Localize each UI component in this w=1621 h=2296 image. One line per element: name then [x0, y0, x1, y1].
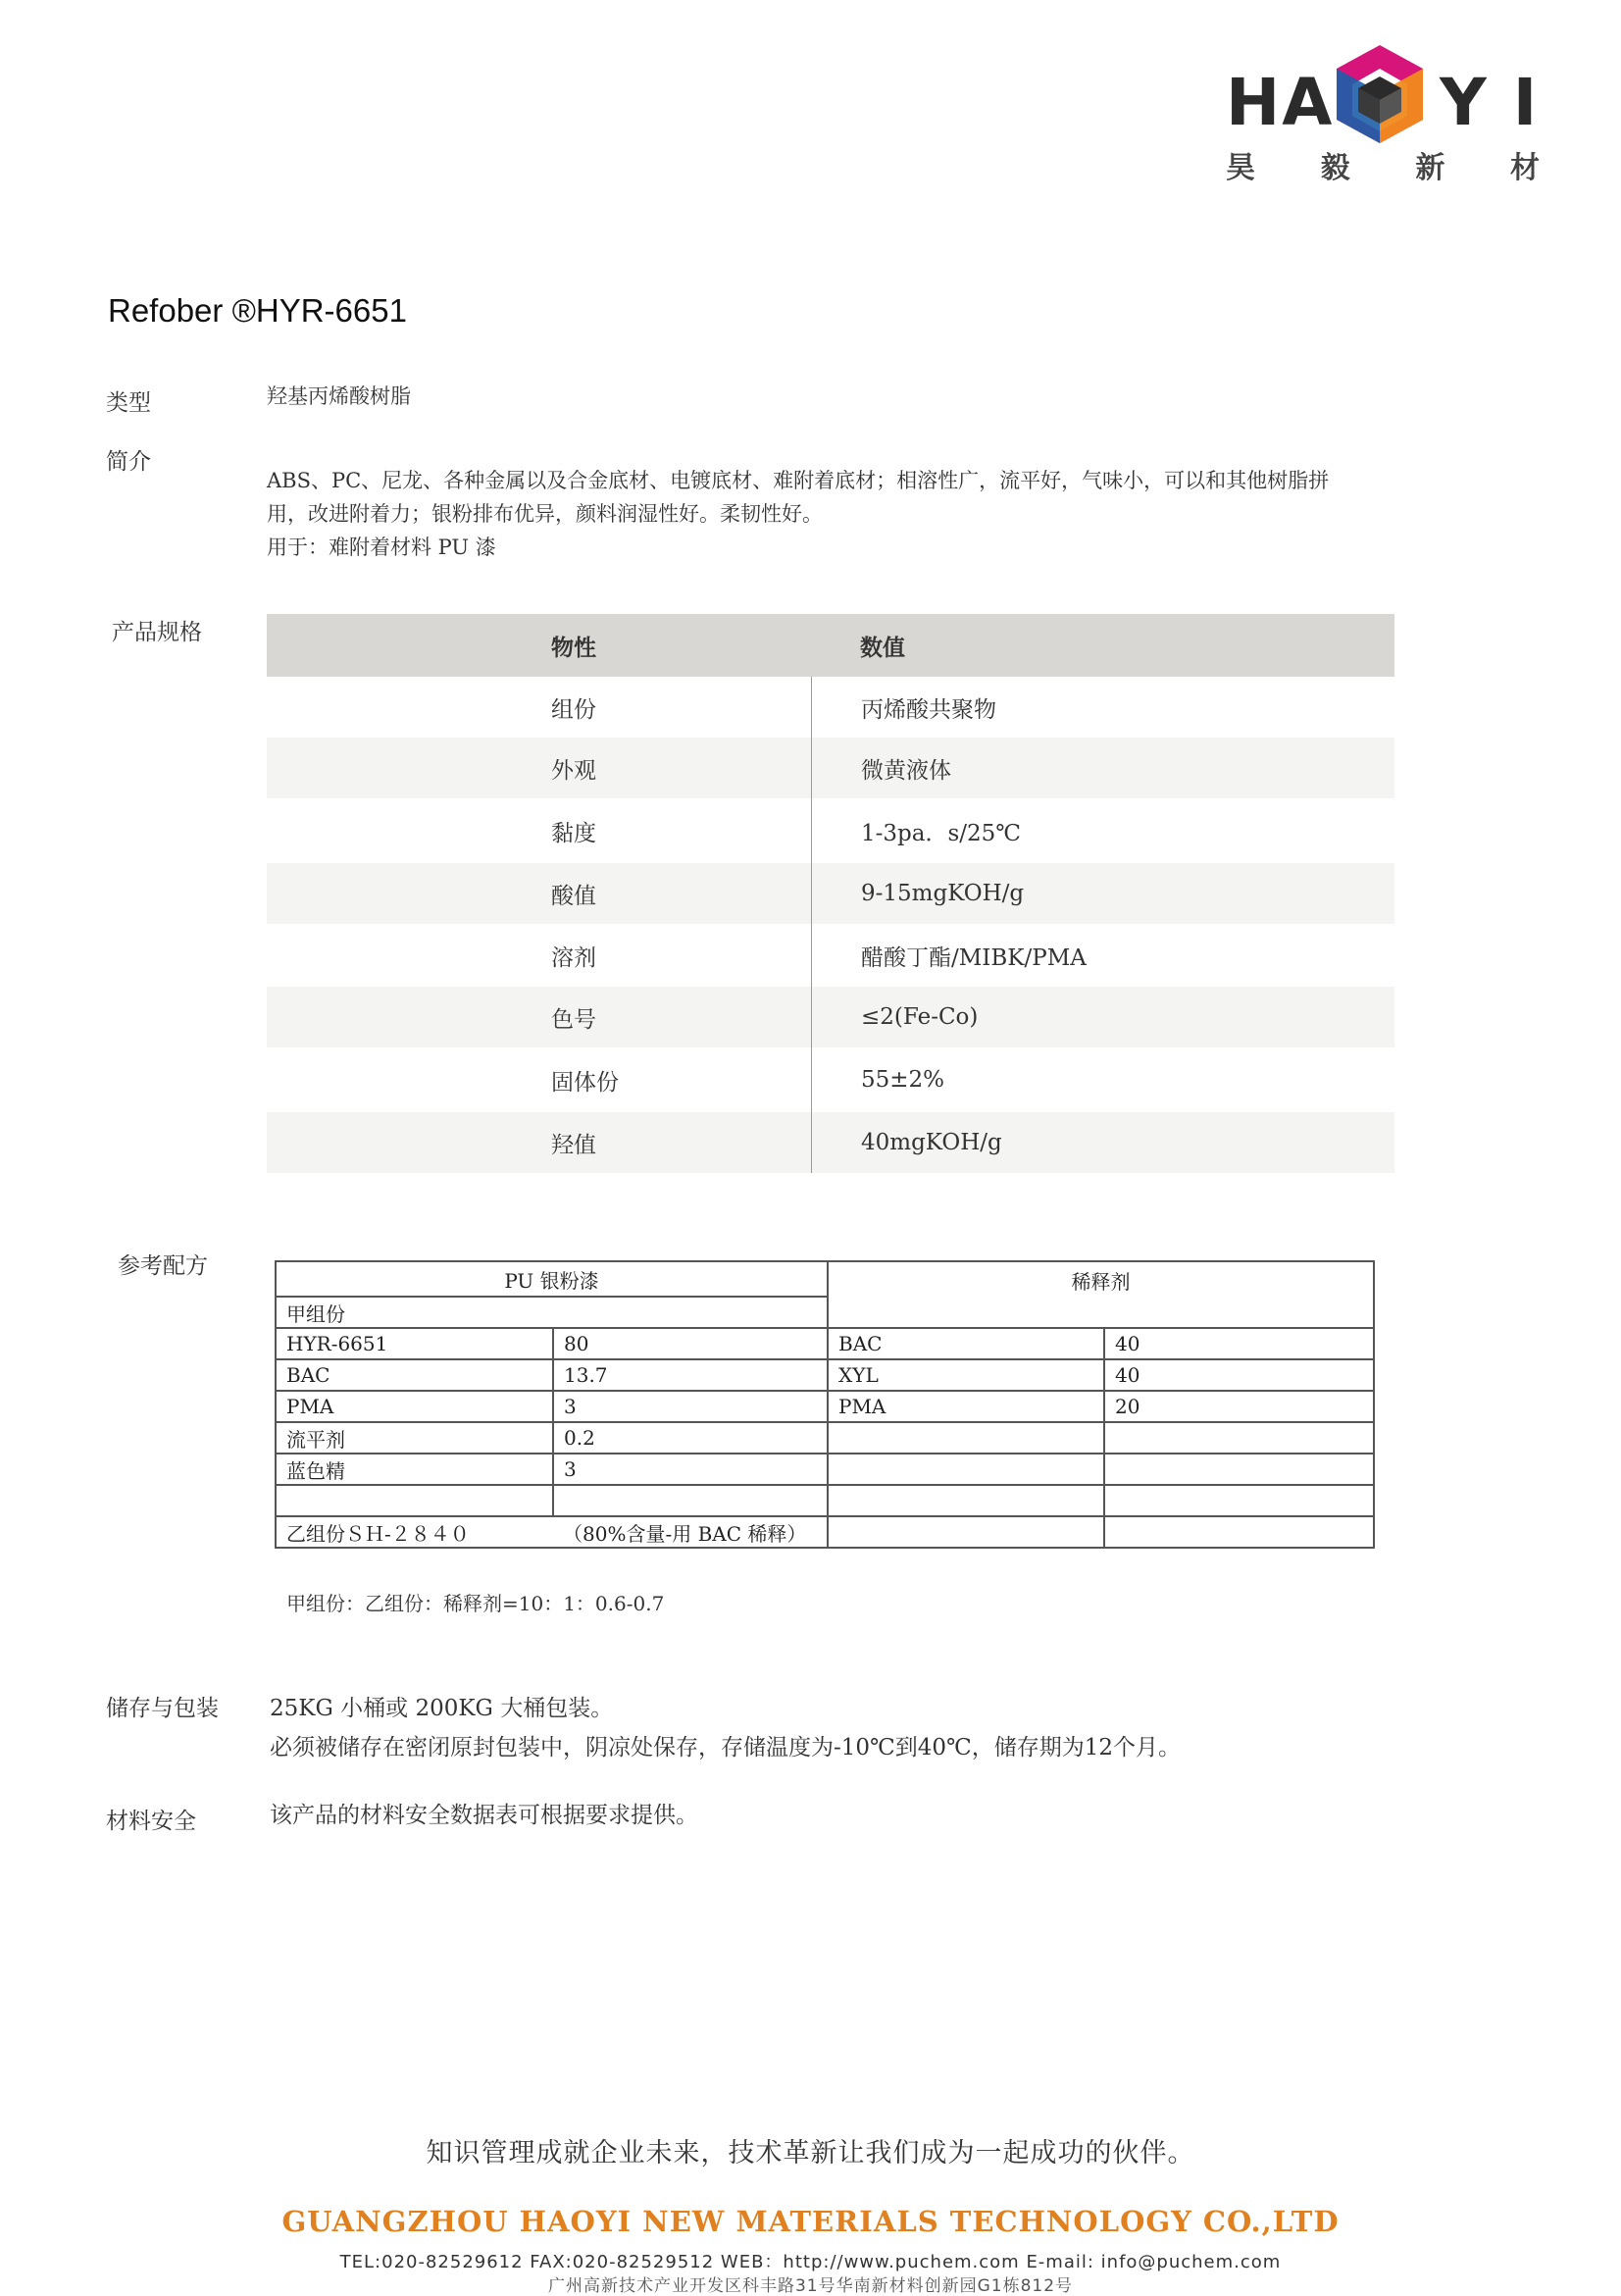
spec-property: 组份	[551, 696, 596, 723]
table-row	[276, 1359, 1374, 1391]
safety-label: 材料安全	[106, 1809, 196, 1834]
formula-cell: 3	[553, 1391, 828, 1422]
formula-cell: PMA	[828, 1391, 1104, 1422]
formula-cell: 0.2	[553, 1422, 828, 1454]
footer-slogan: 知识管理成就企业未来，技术革新让我们成为一起成功的伙伴。	[426, 2138, 1195, 2168]
logo-chinese-name	[1226, 143, 1540, 186]
logo-char: 毅	[1320, 151, 1350, 185]
logo-char: 新	[1415, 151, 1445, 185]
formula-cell	[1104, 1516, 1374, 1548]
spec-header-value: 数值	[860, 635, 905, 661]
formula-cell: 乙组份ＳＨ-２８４０	[276, 1516, 553, 1548]
formula-cell: 20	[1104, 1391, 1374, 1422]
table-row	[267, 677, 1394, 738]
spec-table	[267, 614, 1394, 1173]
table-row	[267, 924, 1394, 987]
footer-address: 广州高新技术产业开发区科丰路31号华南新材料创新园G1栋812号	[547, 2276, 1074, 2296]
intro-line: ABS、PC、尼龙、各种金属以及合金底材、电镀底材、难附着底材；相溶性广，流平好，气味小，可以和其他树脂拼	[267, 469, 1330, 492]
storage-line: 必须被储存在密闭原封包装中，阴凉处保存，存储温度为-10℃到40℃，储存期为12个月。	[270, 1735, 1182, 1760]
table-row	[267, 863, 1394, 924]
table-row	[267, 987, 1394, 1047]
formula-left-title: PU 银粉漆	[276, 1261, 828, 1297]
table-row	[267, 1112, 1394, 1173]
storage-label: 储存与包装	[106, 1696, 219, 1721]
intro-line: 用于：难附着材料 PU 漆	[267, 536, 496, 559]
spec-label: 产品规格	[112, 620, 202, 645]
logo-word-right: Y I	[1440, 65, 1540, 140]
cube-icon	[1329, 41, 1431, 147]
spec-value: 微黄液体	[811, 738, 951, 798]
intro-label: 简介	[106, 449, 151, 475]
spec-value: 9-15mgKOH/g	[811, 863, 1024, 924]
intro-line: 用，改进附着力；银粉排布优异，颜料润湿性好。柔韧性好。	[267, 502, 823, 526]
formula-label: 参考配方	[118, 1253, 208, 1279]
formula-cell: BAC	[276, 1359, 553, 1391]
formula-cell	[1104, 1422, 1374, 1454]
formula-group-a-label: 甲组份	[276, 1297, 828, 1328]
storage-line: 25KG 小桶或 200KG 大桶包装。	[270, 1696, 614, 1721]
spec-value: 1-3pa．s/25℃	[811, 798, 1021, 863]
footer-contact: TEL:020-82529612 FAX:020-82529512 WEB：http://www.puchem.com E-mail: info@puchem.com	[339, 2252, 1282, 2272]
spec-value: ≤2(Fe-Co)	[811, 987, 978, 1047]
logo-char: 昊	[1226, 151, 1255, 185]
table-row	[267, 738, 1394, 798]
formula-cell: 40	[1104, 1328, 1374, 1359]
table-row	[276, 1391, 1374, 1422]
formula-right-title: 稀释剂	[828, 1261, 1374, 1328]
spec-value: 40mgKOH/g	[811, 1112, 1002, 1173]
formula-table	[275, 1260, 1375, 1549]
type-label: 类型	[106, 390, 151, 416]
formula-cell: 80	[553, 1328, 828, 1359]
formula-cell: XYL	[828, 1359, 1104, 1391]
formula-cell: 13.7	[553, 1359, 828, 1391]
formula-ratio-note: 甲组份：乙组份：稀释剂=10：1：0.6-0.7	[286, 1592, 665, 1615]
spec-value: 丙烯酸共聚物	[811, 677, 996, 738]
formula-cell: 蓝色精	[276, 1454, 553, 1485]
spec-property: 酸值	[551, 883, 596, 909]
formula-cell	[276, 1485, 553, 1516]
spec-header-property: 物性	[551, 635, 596, 661]
product-title: Refober ®HYR-6651	[108, 292, 407, 329]
formula-cell	[553, 1485, 828, 1516]
spec-property: 黏度	[551, 820, 596, 846]
spec-value: 55±2%	[811, 1047, 944, 1112]
formula-cell: 3	[553, 1454, 828, 1485]
table-row	[276, 1454, 1374, 1485]
spec-table-header	[267, 614, 1394, 677]
logo-char: 材	[1509, 151, 1540, 185]
table-row	[276, 1485, 1374, 1516]
formula-cell: BAC	[828, 1328, 1104, 1359]
formula-cell	[828, 1454, 1104, 1485]
formula-cell: 流平剂	[276, 1422, 553, 1454]
spec-property: 固体份	[551, 1069, 619, 1096]
spec-property: 溶剂	[551, 944, 596, 971]
storage-text	[270, 1689, 1181, 1767]
table-row	[267, 1047, 1394, 1112]
intro-text	[267, 464, 1329, 564]
formula-cell: PMA	[276, 1391, 553, 1422]
table-row	[276, 1422, 1374, 1454]
company-logo	[1226, 37, 1549, 184]
safety-text: 该产品的材料安全数据表可根据要求提供。	[270, 1803, 698, 1828]
type-value: 羟基丙烯酸树脂	[267, 384, 411, 408]
formula-cell	[828, 1516, 1104, 1548]
table-row	[276, 1328, 1374, 1359]
formula-cell	[1104, 1485, 1374, 1516]
formula-cell	[828, 1485, 1104, 1516]
spec-value: 醋酸丁酯/MIBK/PMA	[811, 924, 1087, 987]
spec-property: 羟值	[551, 1132, 596, 1158]
spec-property: 色号	[551, 1006, 596, 1033]
footer-company-name: GUANGZHOU HAOYI NEW MATERIALS TECHNOLOGY CO.,LTD	[281, 2205, 1340, 2238]
formula-cell: 40	[1104, 1359, 1374, 1391]
spec-property: 外观	[551, 757, 596, 784]
logo-word-left: HA	[1226, 65, 1335, 140]
table-row	[276, 1516, 1374, 1548]
formula-cell	[1104, 1454, 1374, 1485]
table-row	[267, 798, 1394, 863]
formula-cell	[828, 1422, 1104, 1454]
formula-cell: （80%含量-用 BAC 稀释）	[553, 1516, 828, 1548]
formula-cell: HYR-6651	[276, 1328, 553, 1359]
